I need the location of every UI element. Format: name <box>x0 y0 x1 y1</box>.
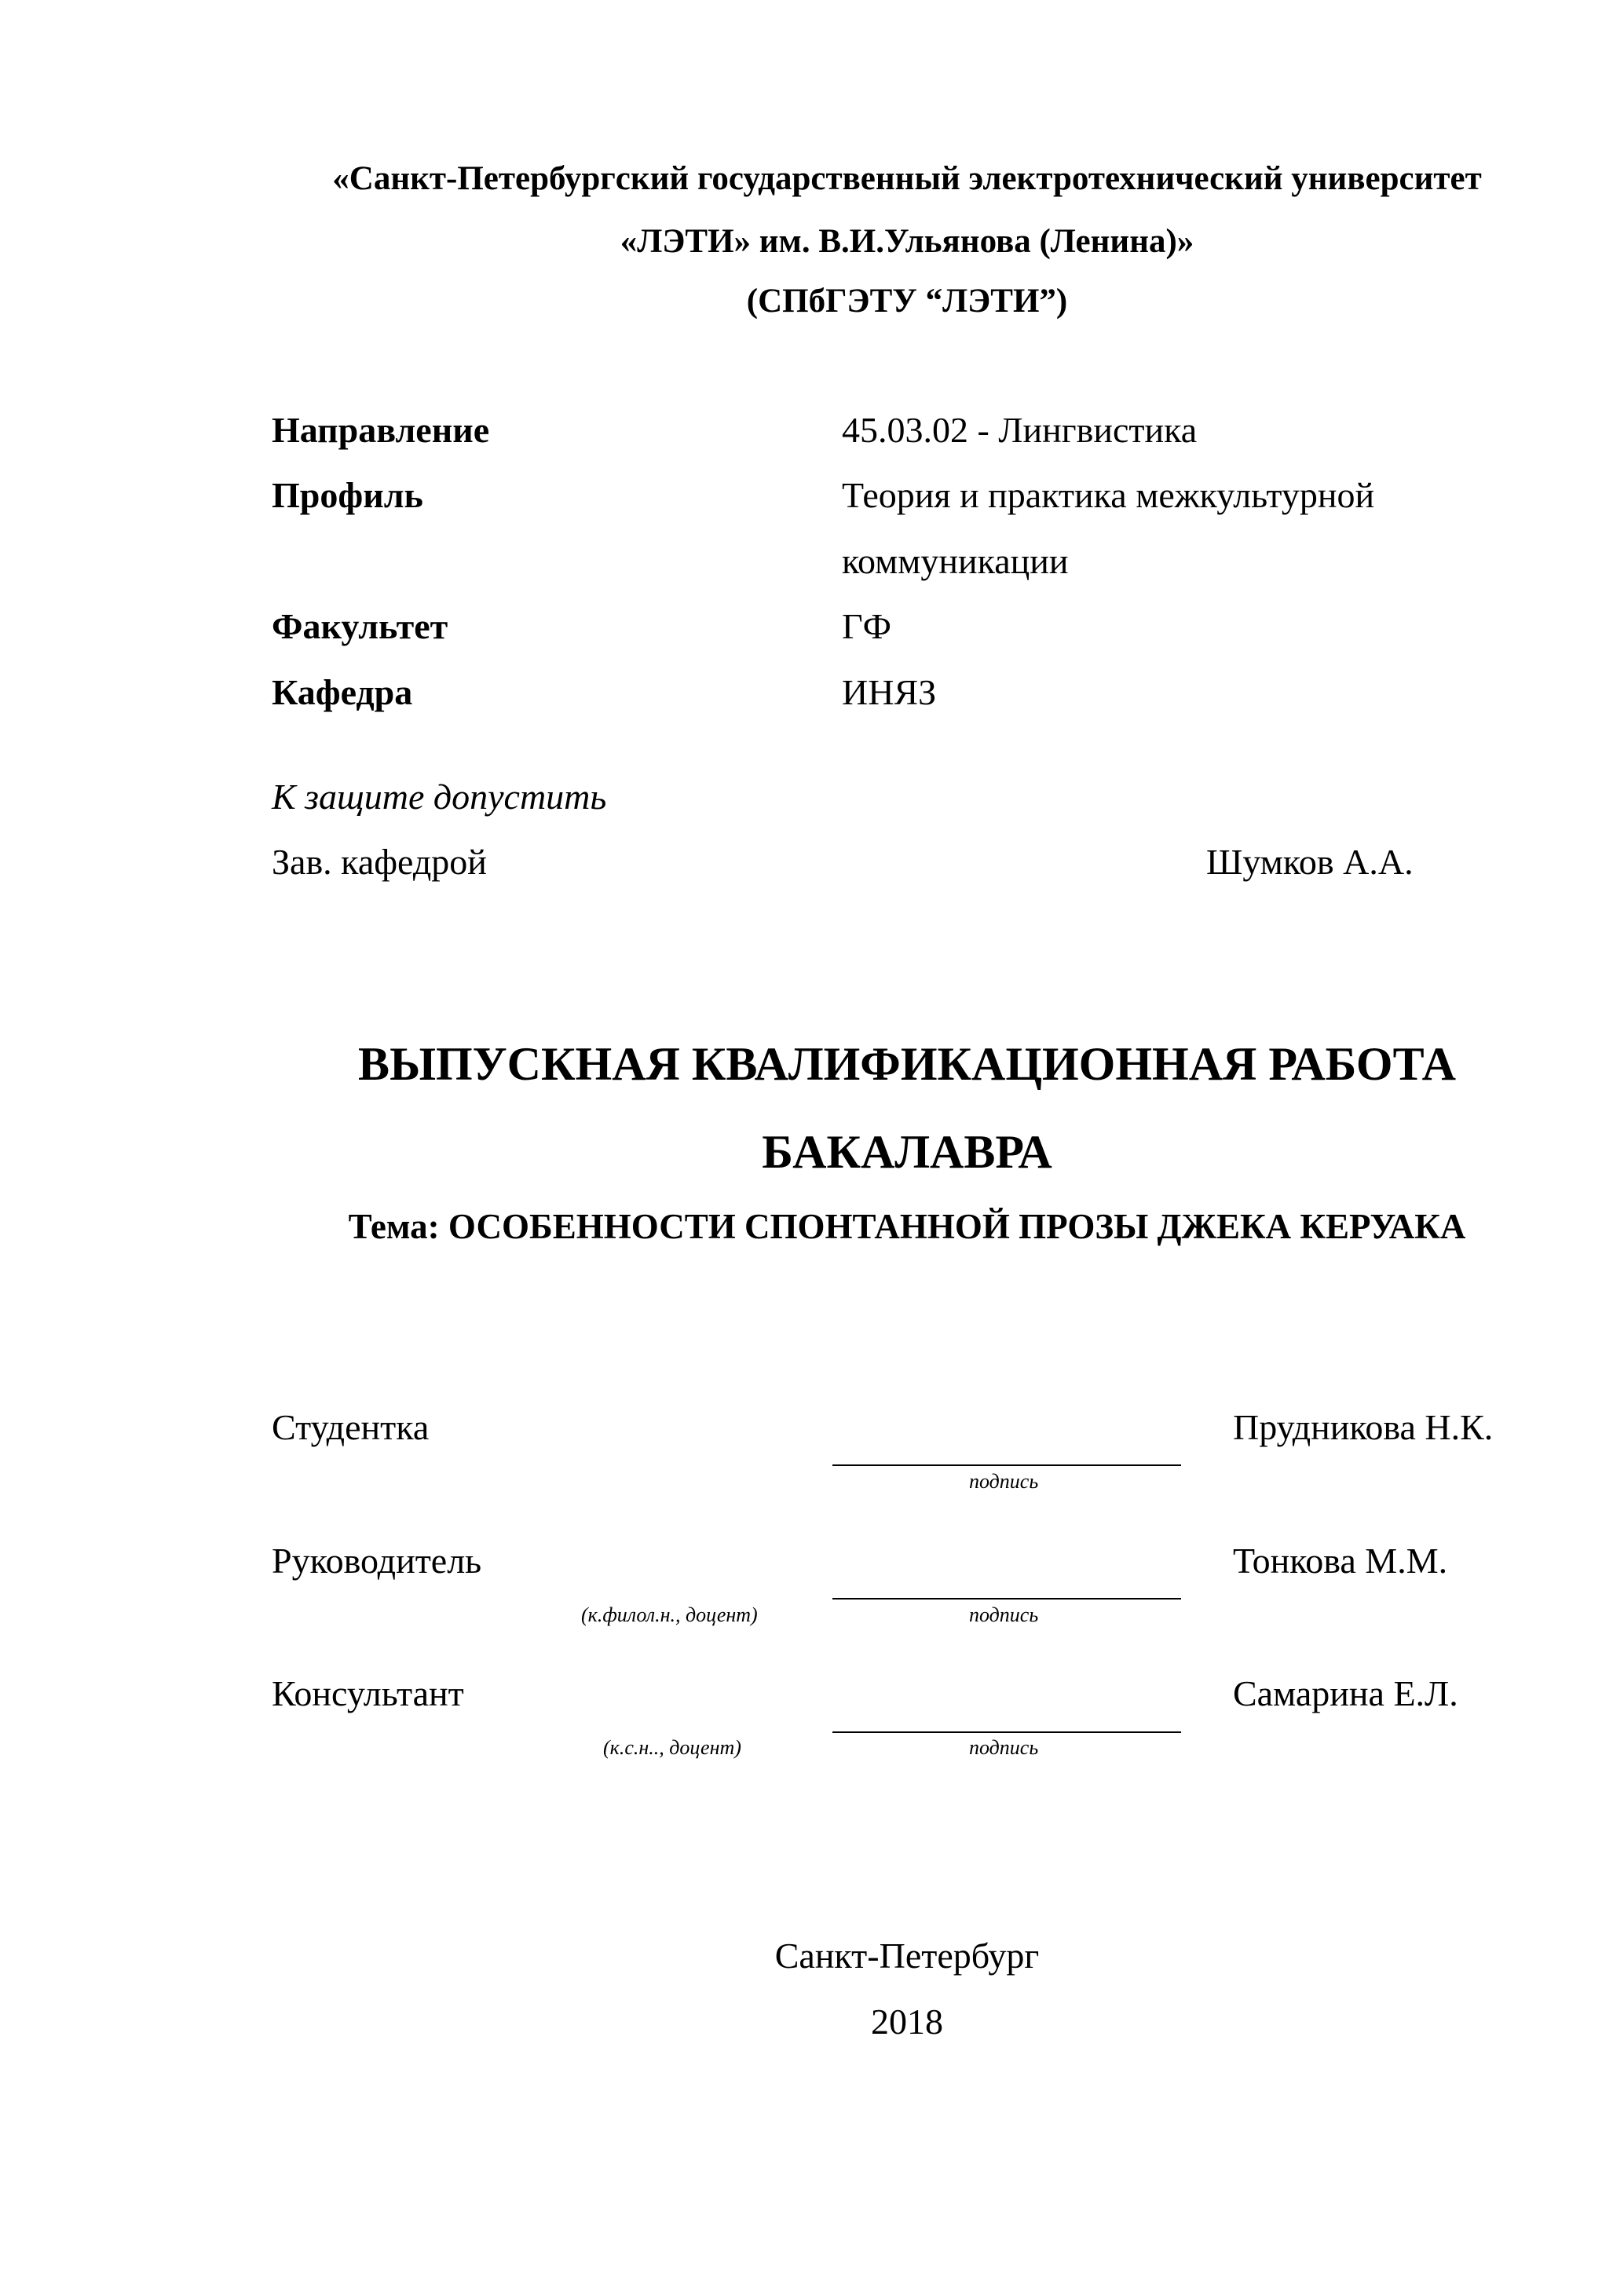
faculty-label: Факультет <box>272 606 448 646</box>
consultant-signature-line <box>832 1731 1181 1733</box>
consultant-name: Самарина Е.Л. <box>1233 1673 1458 1713</box>
student-name: Прудникова Н.К. <box>1233 1407 1494 1447</box>
student-signature-caption: подпись <box>969 1470 1039 1493</box>
university-name-line2: «ЛЭТИ» им. В.И.Ульянова (Ленина)» <box>620 223 1194 260</box>
admission-caption: К защите допустить <box>272 777 607 817</box>
profile-value-line1: Теория и практика межкультурной <box>842 475 1375 515</box>
work-title-line1: ВЫПУСКНАЯ КВАЛИФИКАЦИОННАЯ РАБОТА <box>358 1038 1456 1090</box>
supervisor-signature-line <box>832 1598 1181 1600</box>
profile-label: Профиль <box>272 475 423 515</box>
supervisor-degree: (к.филол.н., доцент) <box>581 1603 758 1626</box>
admission-role: Зав. кафедрой <box>272 842 487 882</box>
direction-label: Направление <box>272 410 490 450</box>
university-name-line1: «Санкт-Петербургский государственный электротехнический университет <box>332 160 1482 197</box>
faculty-value: ГФ <box>842 606 891 646</box>
direction-value: 45.03.02 - Лингвистика <box>842 410 1198 450</box>
work-title-line2: БАКАЛАВРА <box>762 1126 1052 1178</box>
supervisor-signature-caption: подпись <box>969 1603 1039 1626</box>
department-label: Кафедра <box>272 672 413 712</box>
department-value: ИНЯЗ <box>842 672 937 712</box>
consultant-role: Консультант <box>272 1673 464 1713</box>
student-role: Студентка <box>272 1407 430 1447</box>
admission-name: Шумков А.А. <box>1206 842 1414 882</box>
profile-value-line2: коммуникации <box>842 541 1069 581</box>
consultant-signature-caption: подпись <box>969 1736 1039 1759</box>
supervisor-name: Тонкова М.М. <box>1233 1541 1448 1581</box>
work-topic: Тема: ОСОБЕННОСТИ СПОНТАННОЙ ПРОЗЫ ДЖЕКА КЕРУАКА <box>348 1207 1466 1246</box>
consultant-degree: (к.с.н.., доцент) <box>603 1736 741 1759</box>
university-abbreviation: (СПбГЭТУ “ЛЭТИ”) <box>746 283 1068 320</box>
city: Санкт-Петербург <box>774 1936 1040 1976</box>
student-signature-line <box>832 1464 1181 1466</box>
supervisor-role: Руководитель <box>272 1541 482 1581</box>
year: 2018 <box>871 2002 943 2042</box>
